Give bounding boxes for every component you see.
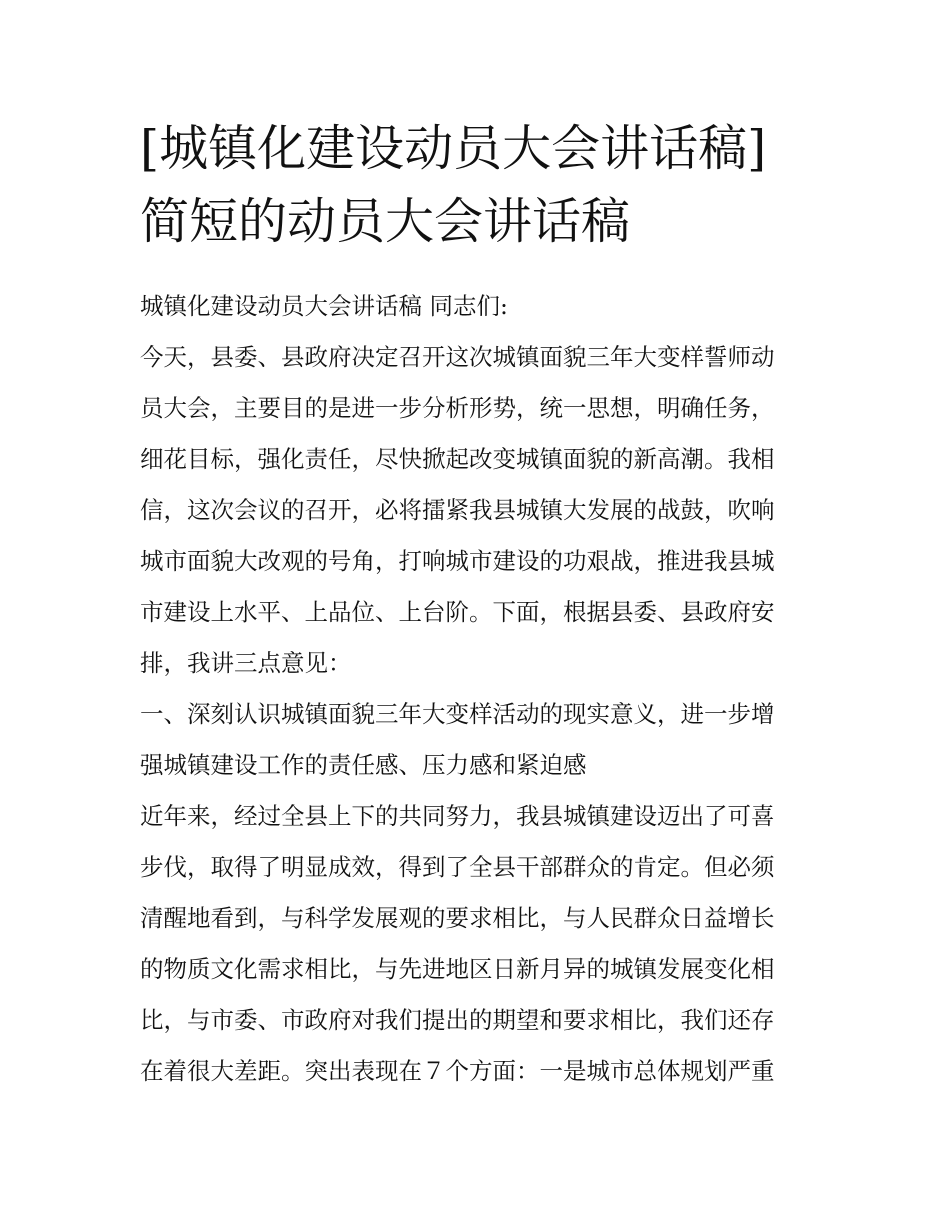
body-line: 步伐，取得了明显成效，得到了全县干部群众的肯定。但必须 — [140, 853, 775, 881]
body-line: 市建设上水平、上品位、上台阶。下面，根据县委、县政府安 — [140, 598, 775, 626]
body-line: 在着很大差距。突出表现在７个方面：一是城市总体规划严重 — [140, 1057, 775, 1085]
body-line: 细花目标，强化责任，尽快掀起改变城镇面貌的新高潮。我相 — [140, 445, 775, 473]
section-heading-line: 一、深刻认识城镇面貌三年大变样活动的现实意义，进一步增 — [140, 700, 775, 728]
body-line: 比，与市委、市政府对我们提出的期望和要求相比，我们还存 — [140, 1006, 775, 1034]
title-line-2: 简短的动员大会讲话稿 — [140, 193, 631, 250]
body-line: 城市面貌大改观的号角，打响城市建设的功艰战，推进我县城 — [140, 547, 775, 575]
body-line: 清醒地看到，与科学发展观的要求相比，与人民群众日益增长 — [140, 904, 775, 932]
body-line: 员大会，主要目的是进一步分析形势，统一思想，明确任务， — [140, 394, 775, 422]
body-line: 城镇化建设动员大会讲话稿 同志们: — [140, 292, 508, 320]
body-line: 排，我讲三点意见： — [140, 649, 352, 677]
body-line: 近年来，经过全县上下的共同努力，我县城镇建设迈出了可喜 — [140, 802, 775, 830]
body-line: 的物质文化需求相比，与先进地区日新月异的城镇发展变化相 — [140, 955, 775, 983]
document-body — [140, 281, 820, 1097]
section-heading-line: 强城镇建设工作的责任感、压力感和紧迫感 — [140, 751, 587, 779]
body-line: 信，这次会议的召开，必将擂紧我县城镇大发展的战鼓，吹响 — [140, 496, 775, 524]
title-line-1: [城镇化建设动员大会讲话稿] — [140, 120, 767, 177]
body-line: 今天，县委、县政府决定召开这次城镇面貌三年大变样誓师动 — [140, 343, 775, 371]
document-title — [140, 112, 840, 258]
